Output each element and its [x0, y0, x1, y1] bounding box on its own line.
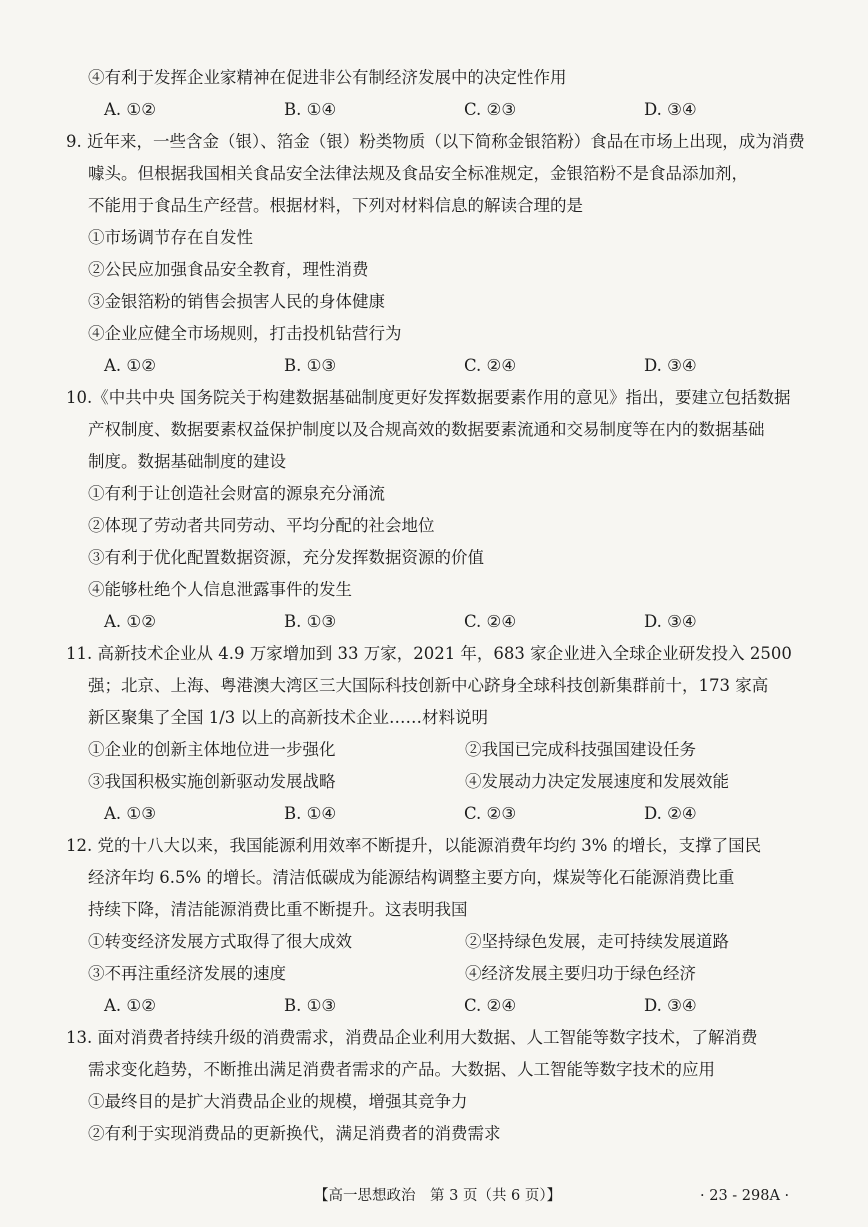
q12-choice-d: D. ③④ [644, 996, 697, 1015]
q10-stem-line-3: 制度。数据基础制度的建设 [88, 452, 286, 471]
q12-choice-b: B. ①③ [284, 996, 337, 1015]
q9-choice-c: C. ②④ [464, 356, 517, 375]
q12-item-1: ①转变经济发展方式取得了很大成效 [88, 932, 352, 951]
q9-choice-a: A. ①② [104, 356, 156, 375]
q13-stem-line-2: 需求变化趋势，不断推出满足消费者需求的产品。大数据、人工智能等数字技术的应用 [88, 1060, 715, 1079]
q9-stem-line-2: 噱头。但根据我国相关食品安全法律法规及食品安全标准规定，金银箔粉不是食品添加剂， [88, 164, 748, 183]
q8-choice-d: D. ③④ [644, 100, 697, 119]
q9-item-1: ①市场调节存在自发性 [88, 228, 253, 247]
q10-item-1: ①有利于让创造社会财富的源泉充分涌流 [88, 484, 385, 503]
q10-stem-line-2: 产权制度、数据要素权益保护制度以及合规高效的数据要素流通和交易制度等在内的数据基础 [88, 420, 765, 439]
q10-choice-a: A. ①② [104, 612, 156, 631]
q9-item-4: ④企业应健全市场规则，打击投机钻营行为 [88, 324, 402, 343]
page-footer [0, 1183, 868, 1209]
q9-stem-line-3: 不能用于食品生产经营。根据材料，下列对材料信息的解读合理的是 [88, 196, 583, 215]
q11-choice-a: A. ①③ [104, 804, 156, 823]
q13-stem-line-1: 13. 面对消费者持续升级的消费需求，消费品企业利用大数据、人工智能等数字技术，了解消费 [66, 1028, 758, 1047]
q8-choice-b: B. ①④ [284, 100, 337, 119]
footer-exam-code: · 23 - 298A · [700, 1188, 790, 1204]
q11-item-1: ①企业的创新主体地位进一步强化 [88, 740, 336, 759]
q12-stem-line-2: 经济年均 6.5% 的增长。清洁低碳成为能源结构调整主要方向，煤炭等化石能源消费比重 [88, 868, 735, 887]
q11-stem-line-2: 强；北京、上海、粤港澳大湾区三大国际科技创新中心跻身全球科技创新集群前十，173 家高 [88, 676, 769, 695]
q11-stem-line-1: 11. 高新技术企业从 4.9 万家增加到 33 万家，2021 年，683 家企业进入全球企业研发投入 2500 [66, 644, 792, 663]
q9-choice-b: B. ①③ [284, 356, 337, 375]
q13-item-1: ①最终目的是扩大消费品企业的规模，增强其竞争力 [88, 1092, 468, 1111]
q12-choice-a: A. ①② [104, 996, 156, 1015]
q11-stem-line-3: 新区聚集了全国 1/3 以上的高新技术企业……材料说明 [88, 708, 489, 727]
q9-item-2: ②公民应加强食品安全教育，理性消费 [88, 260, 369, 279]
q11-item-3: ③我国积极实施创新驱动发展战略 [88, 772, 336, 791]
q10-choice-c: C. ②④ [464, 612, 517, 631]
q10-stem-line-1: 10.《中共中央 国务院关于构建数据基础制度更好发挥数据要素作用的意见》指出，要建立包括数据 [66, 388, 791, 407]
q10-item-2: ②体现了劳动者共同劳动、平均分配的社会地位 [88, 516, 435, 535]
q11-choice-c: C. ②③ [464, 804, 517, 823]
q8-choice-c: C. ②③ [464, 100, 517, 119]
q9-stem-line-1: 9. 近年来，一些含金（银）、箔金（银）粉类物质（以下简称金银箔粉）食品在市场上出现，成为消费 [66, 132, 805, 151]
q10-item-4: ④能够杜绝个人信息泄露事件的发生 [88, 580, 352, 599]
q12-item-3: ③不再注重经济发展的速度 [88, 964, 286, 983]
q11-choice-b: B. ①④ [284, 804, 337, 823]
q12-item-2: ②坚持绿色发展，走可持续发展道路 [465, 932, 729, 951]
q11-item-4: ④发展动力决定发展速度和发展效能 [465, 772, 729, 791]
q11-choice-d: D. ②④ [644, 804, 697, 823]
q9-item-3: ③金银箔粉的销售会损害人民的身体健康 [88, 292, 385, 311]
q12-choice-c: C. ②④ [464, 996, 517, 1015]
q10-choice-b: B. ①③ [284, 612, 337, 631]
footer-page-info: 【高一思想政治 第 3 页（共 6 页）】 [314, 1188, 562, 1204]
q8-option-4: ④有利于发挥企业家精神在促进非公有制经济发展中的决定性作用 [88, 68, 567, 87]
q11-item-2: ②我国已完成科技强国建设任务 [465, 740, 696, 759]
q9-choice-d: D. ③④ [644, 356, 697, 375]
q10-item-3: ③有利于优化配置数据资源，充分发挥数据资源的价值 [88, 548, 484, 567]
q13-item-2: ②有利于实现消费品的更新换代，满足消费者的消费需求 [88, 1124, 501, 1143]
q12-item-4: ④经济发展主要归功于绿色经济 [465, 964, 696, 983]
q12-stem-line-1: 12. 党的十八大以来，我国能源利用效率不断提升，以能源消费年均约 3% 的增长，支撑了国民 [66, 836, 762, 855]
q10-choice-d: D. ③④ [644, 612, 697, 631]
q12-stem-line-3: 持续下降，清洁能源消费比重不断提升。这表明我国 [88, 900, 468, 919]
q8-choice-a: A. ①② [104, 100, 156, 119]
